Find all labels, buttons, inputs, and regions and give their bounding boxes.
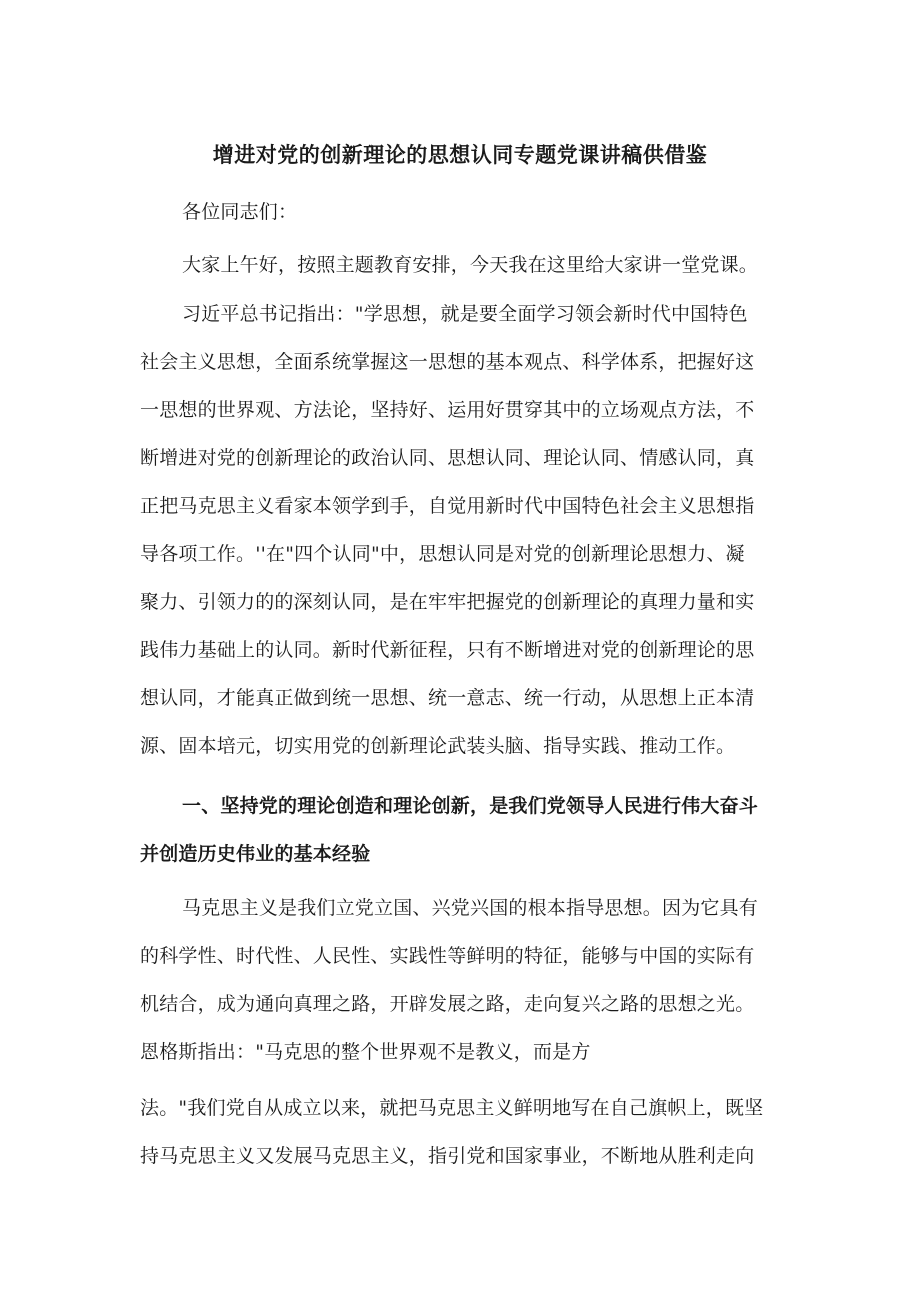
paragraph-line: 源、固本培元，切实用党的创新理论武装头脑、指导实践、推动工作。 — [140, 735, 736, 757]
paragraph-line: 恩格斯指出："马克思的整个世界观不是教义，而是方 — [140, 1041, 591, 1063]
paragraph-line: 导各项工作。''在"四个认同"中，思想认同是对党的创新理论思想力、凝 — [140, 543, 745, 565]
paragraph-line: 社会主义思想，全面系统掌握这一思想的基本观点、科学体系，把握好这 — [140, 351, 755, 373]
paragraph-line: 聚力、引领力的的深刻认同，是在牢牢把握党的创新理论的真理力量和实 — [140, 591, 755, 613]
document-title: 增进对党的创新理论的思想认同专题党课讲稿供借鉴 — [212, 142, 708, 167]
paragraph-line: 习近平总书记指出："学思想，就是要全面学习领会新时代中国特色 — [182, 303, 748, 325]
paragraph-line: 大家上午好，按照主题教育安排，今天我在这里给大家讲一堂党课。 — [182, 254, 759, 276]
paragraph-line: 法。"我们党自从成立以来，就把马克思主义鲜明地写在自己旗帜上，既坚 — [140, 1097, 764, 1119]
paragraph-line: 马克思主义是我们立党立国、兴党兴国的根本指导思想。因为它具有 — [182, 897, 759, 919]
paragraph-line: 的科学性、时代性、人民性、实践性等鲜明的特征，能够与中国的实际有 — [140, 945, 755, 967]
section-heading-line: 一、坚持党的理论创造和理论创新，是我们党领导人民进行伟大奋斗 — [182, 795, 759, 817]
greeting: 各位同志们： — [182, 201, 298, 223]
paragraph-line: 机结合，成为通向真理之路，开辟发展之路，走向复兴之路的思想之光。 — [140, 993, 755, 1015]
paragraph-line: 想认同，才能真正做到统一思想、统一意志、统一行动，从思想上正本清 — [140, 687, 755, 709]
paragraph-line: 践伟力基础上的认同。新时代新征程，只有不断增进对党的创新理论的思 — [140, 639, 755, 661]
paragraph-line: 断增进对党的创新理论的政治认同、思想认同、理论认同、情感认同，真 — [140, 447, 755, 469]
section-heading-line: 并创造历史伟业的基本经验 — [140, 843, 371, 865]
paragraph-line: 持马克思主义又发展马克思主义，指引党和国家事业，不断地从胜利走向 — [140, 1145, 755, 1167]
paragraph-line: 一思想的世界观、方法论，坚持好、运用好贯穿其中的立场观点方法，不 — [140, 399, 755, 421]
paragraph-line: 正把马克思主义看家本领学到手，自觉用新时代中国特色社会主义思想指 — [140, 495, 755, 517]
